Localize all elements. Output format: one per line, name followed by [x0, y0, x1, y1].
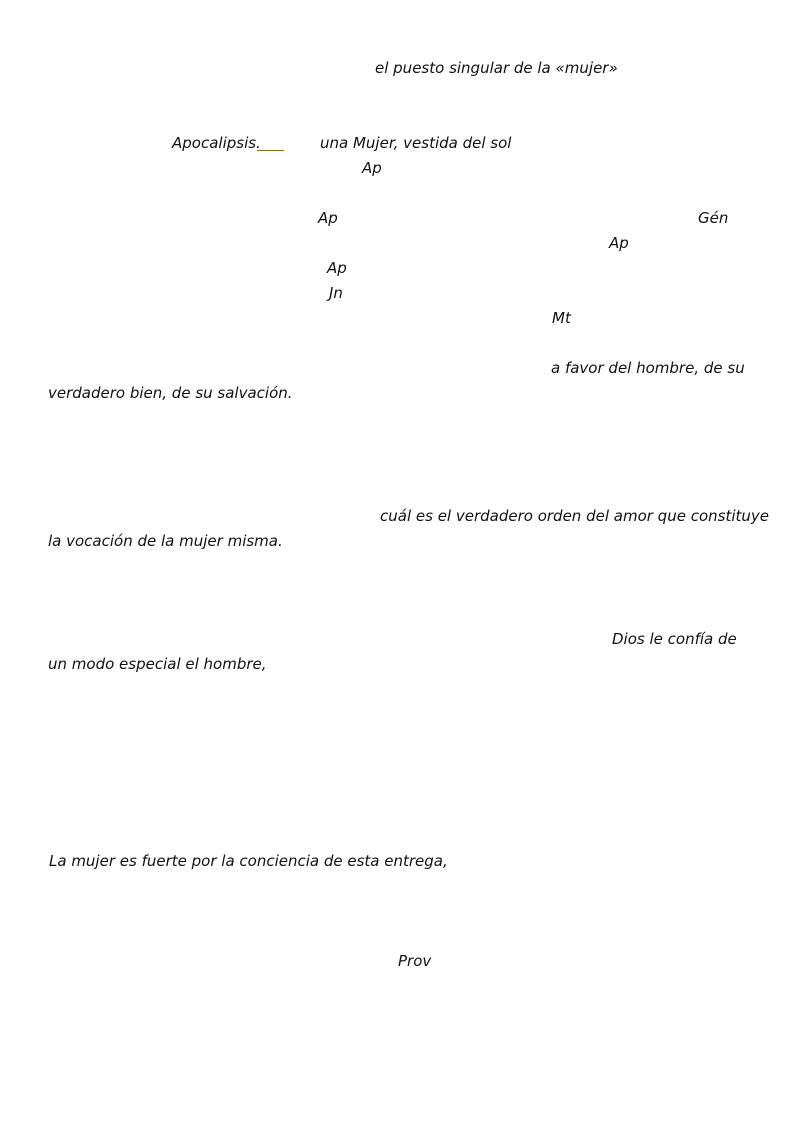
- bible-reference: Gén: [698, 209, 729, 227]
- bible-reference: Prov: [398, 952, 432, 970]
- bible-reference: Mt: [552, 309, 571, 327]
- bible-reference: Ap: [318, 209, 338, 227]
- text-fragment: el puesto singular de la «mujer»: [375, 59, 618, 77]
- bible-reference: Ap: [609, 234, 629, 252]
- text-fragment: verdadero bien, de su salvación.: [48, 384, 293, 402]
- text-fragment: una Mujer, vestida del sol: [320, 134, 512, 152]
- text-fragment: Apocalipsis.: [172, 134, 261, 152]
- text-fragment: Dios le confía de: [612, 630, 737, 648]
- text-fragment: un modo especial el hombre,: [48, 655, 267, 673]
- footnote-link[interactable]: [257, 150, 284, 151]
- text-fragment: La mujer es fuerte por la conciencia de esta entrega,: [49, 852, 448, 870]
- bible-reference: Ap: [327, 259, 347, 277]
- bible-reference: Ap: [362, 159, 382, 177]
- bible-reference: Jn: [329, 284, 343, 302]
- text-fragment: la vocación de la mujer misma.: [48, 532, 283, 550]
- text-fragment: cuál es el verdadero orden del amor que constituye: [380, 507, 769, 525]
- text-fragment: a favor del hombre, de su: [551, 359, 745, 377]
